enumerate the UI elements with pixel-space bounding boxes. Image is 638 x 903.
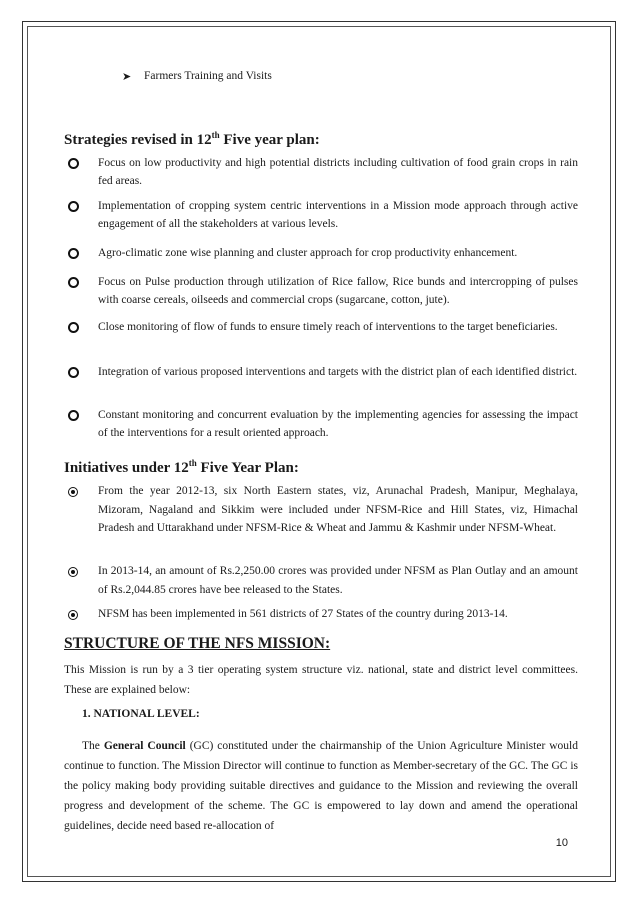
strategy-item: Focus on Pulse production through utilization of Rice fallow, Rice bunds and intercropping of pulses with coarse cereals, oilseeds and commercial crops (sugarcane, cotton, jute). [98,276,578,306]
top-list-item: Farmers Training and Visits [144,70,272,82]
strategy-item: Focus on low productivity and high potential districts including cultivation of food grain crops in rain fed areas. [98,157,578,187]
page-number: 10 [555,837,568,849]
circle-bullet-icon [68,322,79,333]
strategies-heading: Strategies revised in 12th Five year plan: [64,130,320,148]
circle-bullet-icon [68,367,79,378]
circle-bullet-icon [68,248,79,259]
target-bullet-icon [68,487,78,497]
structure-title: STRUCTURE OF THE NFS MISSION: [64,635,331,652]
circle-bullet-icon [68,201,79,212]
national-level-heading: 1. NATIONAL LEVEL: [82,708,200,720]
initiatives-heading: Initiatives under 12th Five Year Plan: [64,458,299,476]
initiative-item: From the year 2012-13, six North Eastern states, viz, Arunachal Pradesh, Manipur, Meghalaya, Mizoram, Nagaland and Sikkim were included under NFSM-Rice and Hill States, viz, Himachal Pradesh and Uttarakhand under NFSM-Rice & Wheat and Jammu & Kashmir under NFSM-Wheat. [98,485,578,534]
target-bullet-icon [68,567,78,577]
arrow-bullet-icon: ➤ [122,71,132,83]
circle-bullet-icon [68,410,79,421]
strategy-item: Agro-climatic zone wise planning and cluster approach for crop productivity enhancement. [98,247,518,259]
strategy-item: Close monitoring of flow of funds to ensure timely reach of interventions to the target beneficiaries. [98,321,558,333]
strategy-item: Integration of various proposed interventions and targets with the district plan of each identified district. [98,366,578,378]
general-council-paragraph: The General Council (GC) constituted under the chairmanship of the Union Agriculture Minister would continue to function. The Mission Director will continue to function as Member-secretary of the GC. The GC is the policy making body providing suitable directives and guidance to the Mission and reviewing the overall progress and development of the scheme. The GC is empowered to lay down and amend the operational guidelines, decide need based re-allocation of [64,740,578,832]
circle-bullet-icon [68,158,79,169]
initiative-item: NFSM has been implemented in 561 districts of 27 States of the country during 2013-14. [98,608,508,620]
target-bullet-icon [68,610,78,620]
structure-intro: This Mission is run by a 3 tier operating system structure viz. national, state and district level committees. These are explained below: [64,664,578,696]
strategy-item: Implementation of cropping system centric interventions in a Mission mode approach through active engagement of all the stakeholders at various levels. [98,200,578,230]
strategy-item: Constant monitoring and concurrent evaluation by the implementing agencies for assessing the impact of the interventions for a result oriented approach. [98,409,578,439]
circle-bullet-icon [68,277,79,288]
initiative-item: In 2013-14, an amount of Rs.2,250.00 crores was provided under NFSM as Plan Outlay and an amount of Rs.2,044.85 crores have bee released to the States. [98,565,578,596]
